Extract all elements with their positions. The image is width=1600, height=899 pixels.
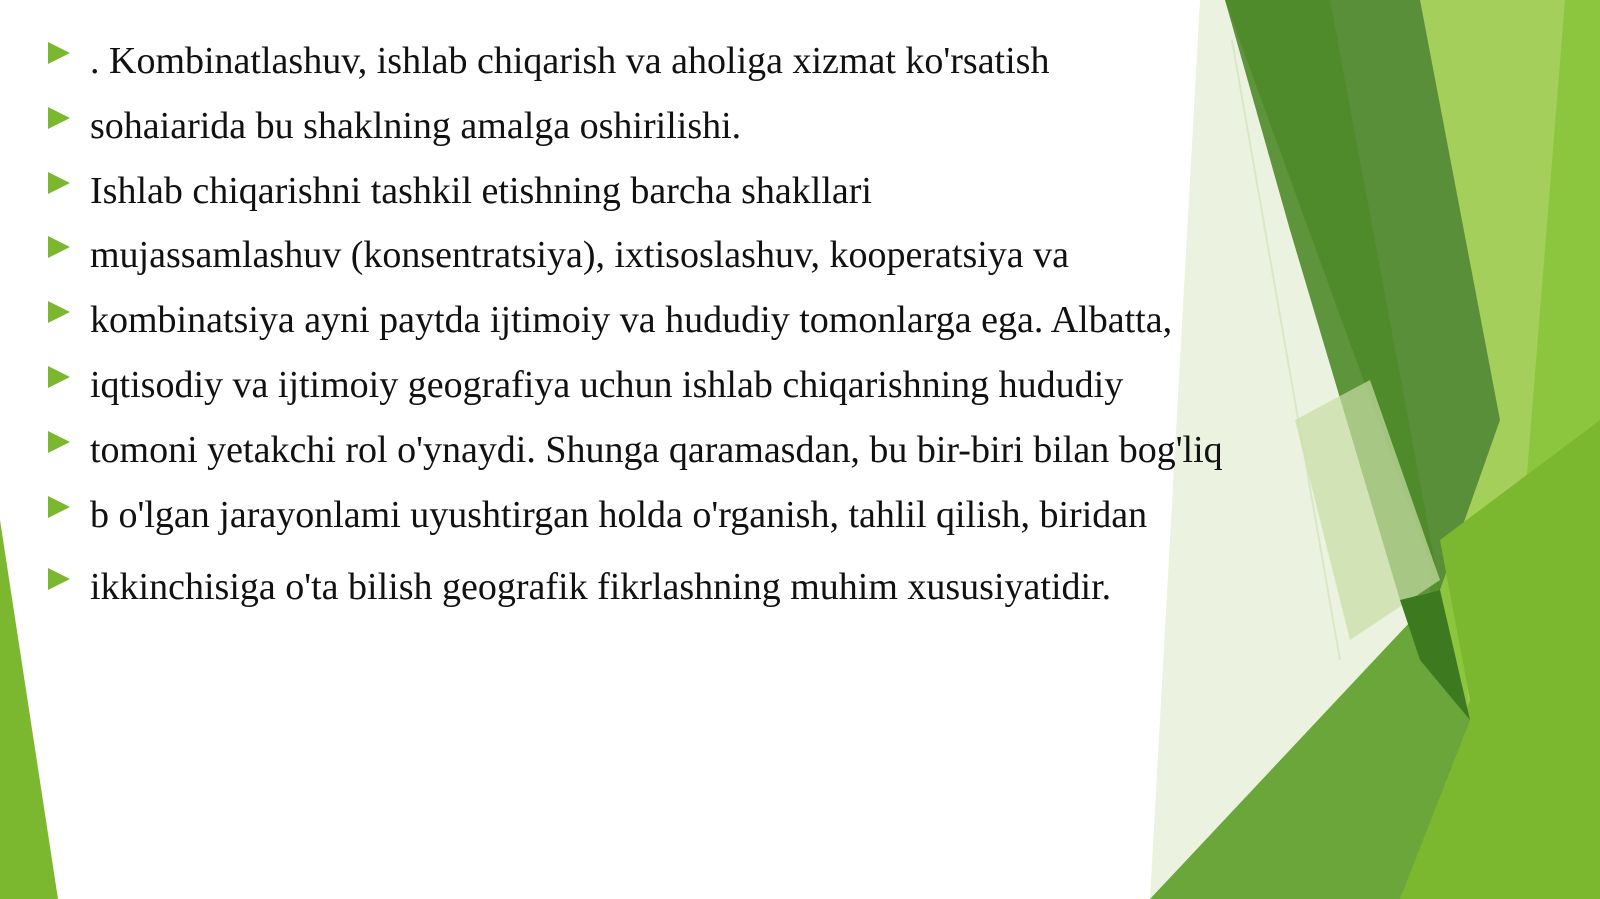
triangle-bullet-icon: [48, 42, 70, 64]
bullet-text: tomoni yetakchi rol o'ynaydi. Shunga qaramasdan, bu bir-biri bilan bog'liq: [90, 428, 1223, 471]
list-item: [48, 484, 1298, 549]
triangle-bullet-icon: [48, 366, 70, 388]
bullet-text: Ishlab chiqarishni tashkil etishning barcha shakllari: [90, 169, 872, 212]
bullet-text: . Kombinatlashuv, ishlab chiqarish va aholiga xizmat ko'rsatish: [90, 40, 1050, 82]
bullet-text: kombinatsiya ayni paytda ijtimoiy va hududiy tomonlarga ega. Albatta,: [90, 299, 1173, 342]
triangle-bullet-icon: [48, 568, 70, 590]
triangle-bullet-icon: [48, 301, 70, 323]
list-item: [48, 354, 1298, 419]
triangle-bullet-icon: [48, 236, 70, 258]
list-item: [48, 30, 1298, 95]
bullet-text: iqtisodiy va ijtimoiy geografiya uchun ishlab chiqarishning hududiy: [90, 363, 1124, 406]
bullet-text: mujassamlashuv (konsentratsiya), ixtisoslashuv, kooperatsiya va: [90, 234, 1070, 277]
triangle-bullet-icon: [48, 107, 70, 129]
list-item: [48, 95, 1298, 160]
triangle-bullet-icon: [48, 172, 70, 194]
bullet-list: [48, 30, 1298, 621]
list-item: [48, 224, 1298, 289]
list-item: [48, 289, 1298, 354]
triangle-bullet-icon: [48, 431, 70, 453]
list-item: [48, 419, 1298, 484]
bullet-text: b o'lgan jarayonlami uyushtirgan holda o'rganish, tahlil qilish, biridan: [90, 493, 1148, 536]
list-item: [48, 556, 1298, 621]
bullet-text: sohaiarida bu shaklning amalga oshirilishi.: [90, 104, 742, 147]
bullet-text: ikkinchisiga o'ta bilish geografik fikrlashning muhim xususiyatidir.: [90, 566, 1112, 609]
list-item: [48, 160, 1298, 225]
triangle-bullet-icon: [48, 496, 70, 518]
